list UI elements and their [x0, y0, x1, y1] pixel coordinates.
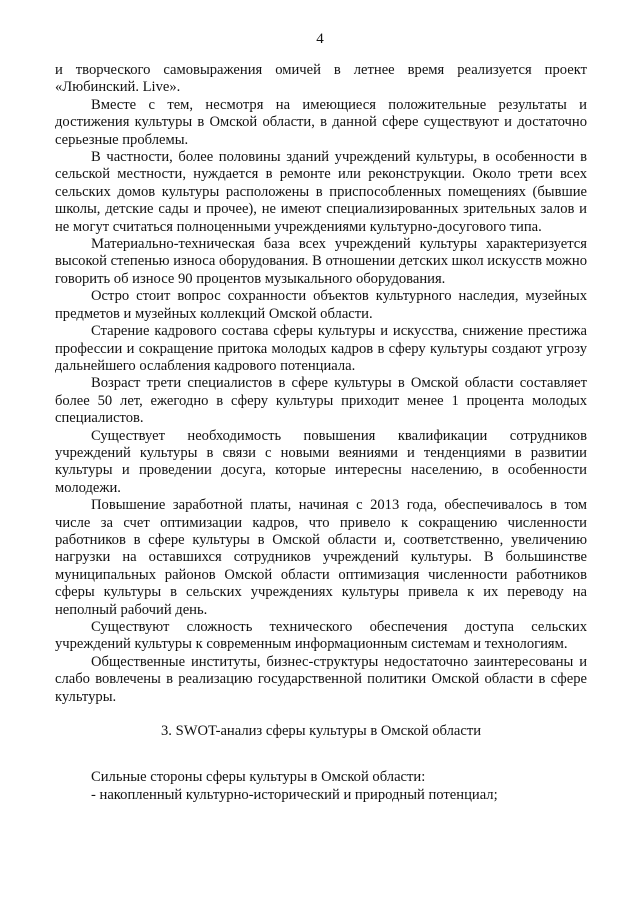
paragraph-qualification: Существует необходимость повышения квалификации сотрудников учреждений культуры в связи с новыми веяниями и тенденциями в развитии культуры и проведении досуга, которые интересны населению, в особенности молодежи.	[55, 427, 587, 496]
strengths-list-title: Сильные стороны сферы культуры в Омской области:	[91, 769, 426, 786]
paragraph-heritage: Остро стоит вопрос сохранности объектов культурного наследия, музейных предметов и музейных коллекций Омской области.	[55, 288, 587, 322]
paragraph-public-institutions: Общественные институты, бизнес-структуры недостаточно заинтересованы и слабо вовлечены в реализацию государственной политики Омской области в сфере культуры.	[55, 653, 587, 705]
paragraph-salary: Повышение заработной платы, начиная с 2013 года, обеспечивалось в том числе за счет оптимизации кадров, что привело к сокращению численности работников в сфере культуры в Омской области и, соответственно, увеличению нагрузки на оставшихся сотрудников учреждений культуры. В большинстве муниципальных районов Омской области оптимизация численности работников сферы культуры в сельских учреждениях культуры привела к их переводу на неполный рабочий день.	[55, 497, 587, 618]
page-number: 4	[316, 31, 324, 47]
paragraph-continuation: и творческого самовыражения омичей в летнее время реализуется проект «Любинский. Live».	[55, 62, 587, 96]
section-heading: 3. SWOT-анализ сферы культуры в Омской области	[160, 723, 482, 740]
paragraph-problems-intro: Вместе с тем, несмотря на имеющиеся положительные результаты и достижения культуры в Омской области, в данной сфере существуют и достаточно серьезные проблемы.	[55, 96, 587, 148]
list-item: - накопленный культурно-исторический и природный потенциал;	[91, 786, 498, 803]
paragraph-buildings: В частности, более половины зданий учреждений культуры, в особенности в сельской местности, нуждается в ремонте или реконструкции. Около трети всех сельских домов культуры расположены в приспособленных помещениях (бывшие школы, детские сады и прочее), не имеют специализированных зрительных залов и не могут считаться полноценными учреждениями культурно-досугового типа.	[55, 149, 587, 235]
paragraph-specialists-age: Возраст трети специалистов в сфере культуры в Омской области составляет более 50 лет, ежегодно в сферу культуры приходит менее 1 процента молодых специалистов.	[55, 375, 587, 427]
paragraph-staff-aging: Старение кадрового состава сферы культуры и искусства, снижение престижа профессии и сокращение притока молодых кадров в сферу культуры создают угрозу дальнейшего ослабления кадрового потенциала.	[55, 323, 587, 374]
paragraph-technical-access: Существуют сложность технического обеспечения доступа сельских учреждений культуры к современным информационным системам и технологиям.	[55, 619, 587, 653]
document-body	[55, 62, 587, 804]
paragraph-material-base: Материально-техническая база всех учреждений культуры характеризуется высокой степенью износа оборудования. В отношении детских школ искусств можно говорить об износе 90 процентов музыкального оборудования.	[55, 236, 587, 287]
